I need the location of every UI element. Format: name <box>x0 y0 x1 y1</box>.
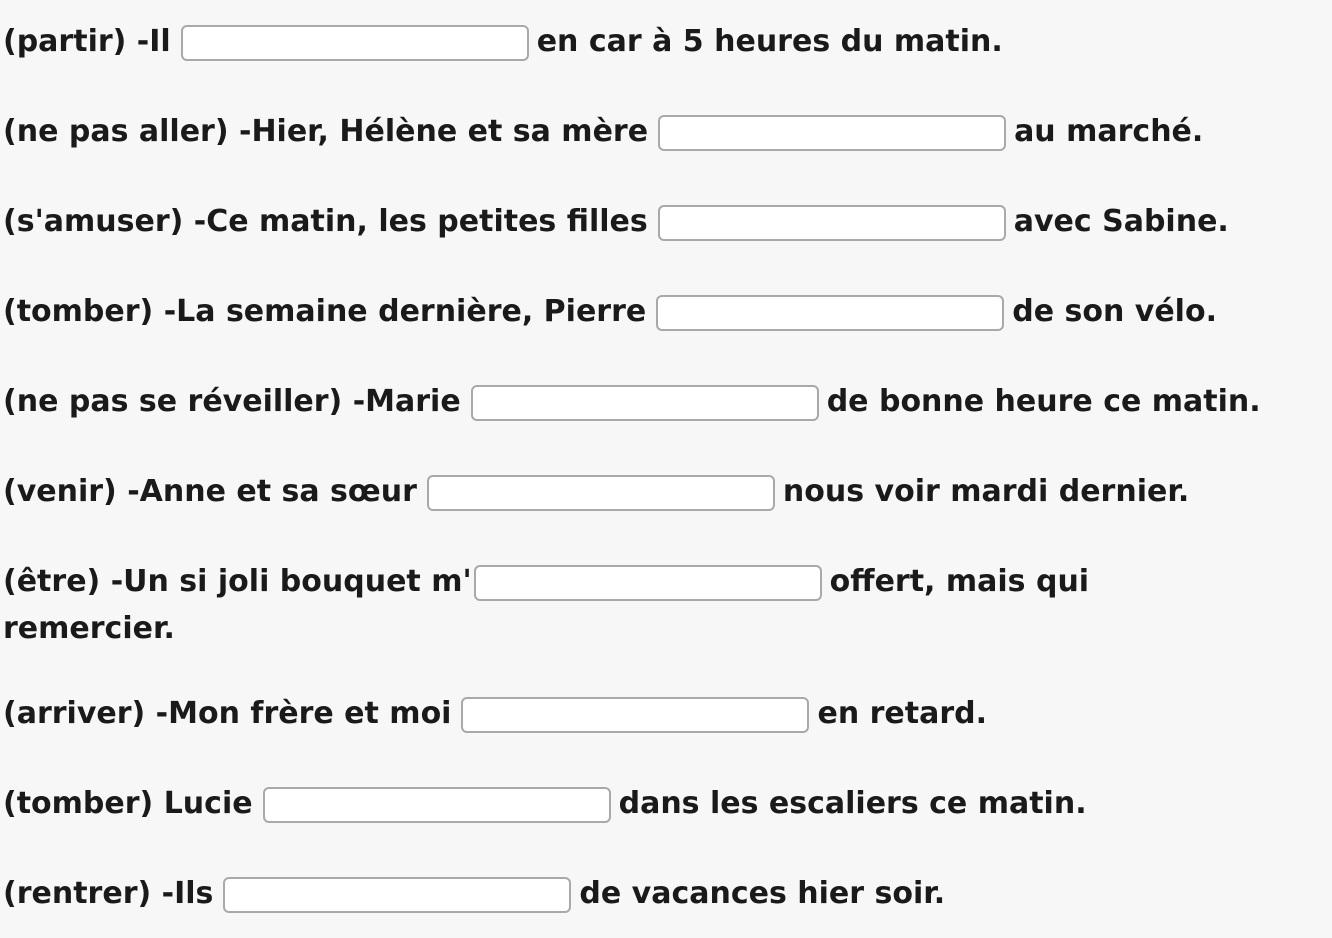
exercise-item-5 <box>3 384 1261 421</box>
item-6-ending: nous voir mardi dernier. <box>782 474 1190 509</box>
item-9-answer-input[interactable] <box>263 787 611 823</box>
item-8-answer-input[interactable] <box>461 697 809 733</box>
item-1-ending: en car à 5 heures du matin. <box>536 24 1003 59</box>
item-6-answer-input[interactable] <box>427 475 775 511</box>
item-10-ending: de vacances hier soir. <box>579 876 946 911</box>
item-7-ending: offert, mais qui <box>829 564 1090 599</box>
exercise-item-3 <box>3 204 1229 241</box>
exercise-item-9 <box>3 786 1087 823</box>
item-5-ending: de bonne heure ce matin. <box>826 384 1261 419</box>
item-3-ending: avec Sabine. <box>1013 204 1229 239</box>
item-7-prompt: (être) -Un si joli bouquet m' <box>3 564 472 599</box>
item-1-prompt: (partir) -Il <box>3 24 171 59</box>
item-10-answer-input[interactable] <box>223 877 571 913</box>
exercise-item-1 <box>3 24 1003 61</box>
exercise-item-7 <box>3 564 1089 601</box>
item-1-answer-input[interactable] <box>181 25 529 61</box>
item-5-answer-input[interactable] <box>471 385 819 421</box>
item-6-prompt: (venir) -Anne et sa sœur <box>3 474 417 509</box>
exercise-item-4 <box>3 294 1217 331</box>
item-4-prompt: (tomber) -La semaine dernière, Pierre <box>3 294 647 329</box>
exercise-item-8 <box>3 696 987 733</box>
exercise-item-10 <box>3 876 945 913</box>
item-5-prompt: (ne pas se réveiller) -Marie <box>3 384 461 419</box>
item-9-ending: dans les escaliers ce matin. <box>618 786 1087 821</box>
item-8-ending: en retard. <box>817 696 988 731</box>
exercise-item-2 <box>3 114 1203 151</box>
item-2-ending: au marché. <box>1014 114 1204 149</box>
item-10-prompt: (rentrer) -Ils <box>3 876 214 911</box>
item-9-prompt: (tomber) Lucie <box>3 786 253 821</box>
item-4-answer-input[interactable] <box>656 295 1004 331</box>
item-7-answer-input[interactable] <box>474 565 822 601</box>
item-8-prompt: (arriver) -Mon frère et moi <box>3 696 452 731</box>
exercise-item-6 <box>3 474 1189 511</box>
item-3-prompt: (s'amuser) -Ce matin, les petites filles <box>3 204 648 239</box>
item-7-ending-continued: remercier. <box>3 611 175 646</box>
item-3-answer-input[interactable] <box>658 205 1006 241</box>
item-2-answer-input[interactable] <box>658 115 1006 151</box>
item-4-ending: de son vélo. <box>1012 294 1217 329</box>
item-2-prompt: (ne pas aller) -Hier, Hélène et sa mère <box>3 114 649 149</box>
